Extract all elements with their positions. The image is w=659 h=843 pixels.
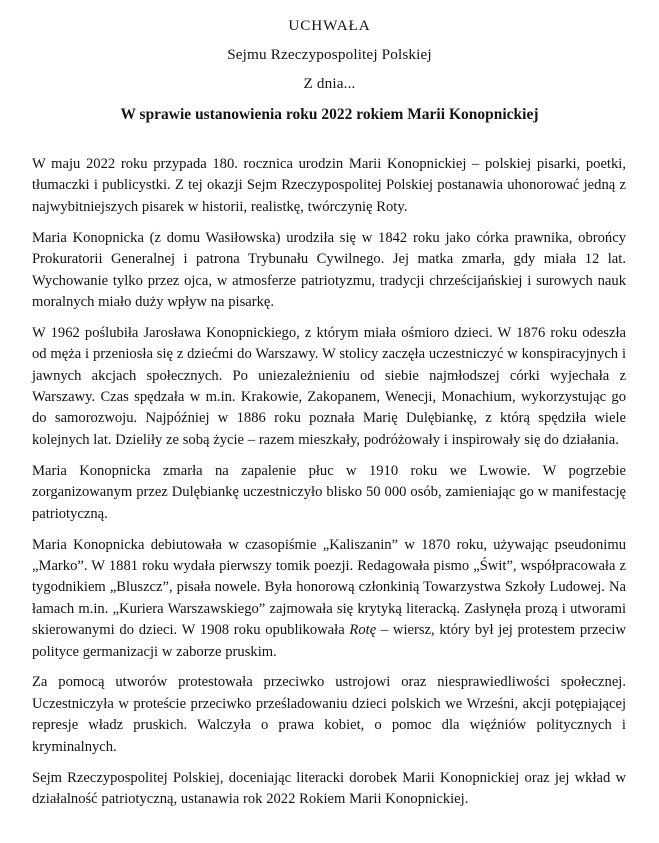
document-subject-heading: W sprawie ustanowienia roku 2022 rokiem Marii Konopnickiej [120,106,539,123]
document-body [0,154,659,810]
header-subtitle-sejm: Sejmu Rzeczypospolitej Polskiej [227,46,432,63]
header-date-line: Z dnia... [303,75,356,92]
paragraph-3: W 1962 poślubiła Jarosława Konopnickiego, z którym miała ośmioro dzieci. W 1876 roku odeszła od męża i przeniosła się z dziećmi do Warszawy. W stolicy zaczęła uczestniczyć w konspiracyjnych i jawnych akcjach społecznych. Po uniezależnieniu od siebie najmłodszej córki wyjechała z Warszawy. Czas spędzała w m.in. Krakowie, Zakopanem, Wenecji, Monachium, wykorzystując go do samorozwoju. Najpóźniej w 1886 roku poznała Marię Dulębiankę, z którą spędziła wiele kolejnych lat. Dzieliły ze sobą życie – razem mieszkały, podróżowały i inspirowały się do działania. [32,324,626,448]
paragraph-5-debut [32,535,626,663]
paragraph-2: Maria Konopnicka (z domu Wasiłowska) urodziła się w 1842 roku jako córka prawnika, obrońcy Prokuratorii Generalnej i patrona Trybunału Cywilnego. Jej matka zmarła, gdy miała 12 lat. Wychowanie tylko przez ojca, w atmosferze patriotyzmu, tradycji chrześcijańskiej i surowych nauk moralnych miało duży wpływ na pisarkę. [32,229,626,310]
paragraph-1: W maju 2022 roku przypada 180. rocznica urodzin Marii Konopnickiej – polskiej pisarki, poetki, tłumaczki i publicystki. Z tej okazji Sejm Rzeczypospolitej Polskiej postanawia uhonorować jedną z najwybitniejszych pisarek w historii, realistkę, twórczynię Roty. [32,156,626,215]
poem-title-rota: Rotę [349,622,377,639]
paragraph-5-part2: – wiersz, który był jej protestem przeciw polityce germanizacji w zaborze pruskim. [32,622,627,660]
paragraph-6: Za pomocą utworów protestowała przeciwko ustrojowi oraz niesprawiedliwości społecznej. Uczestniczyła w proteście przeciwko prześladowaniu dzieci polskich we Wrześni, akcji potępiającej represje władz pruskich. Walczyła o prawa kobiet, o pomoc dla więźniów politycznych i kryminalnych. [32,674,626,755]
document-header [0,0,659,126]
paragraph-7: Sejm Rzeczypospolitej Polskiej, doceniając literacki dorobek Marii Konopnickiej oraz jej wkład w działalność patriotyczną, ustanawia rok 2022 Rokiem Marii Konopnickiej. [32,769,626,807]
header-title-uchwala: UCHWAŁA [288,17,371,34]
paragraph-5-part1: Maria Konopnicka debiutowała w czasopiśmie „Kaliszanin” w 1870 roku, używając pseudonimu „Marko”. W 1881 roku wydała pierwszy tomik poezji. Redagowała pismo „Świt”, współpracowała z tygodnikiem „Bluszcz”, pisała nowele. Była honorową członkinią Towarzystwa Szkoły Ludowej. Na łamach m.in. „Kuriera Warszawskiego” zajmowała się krytyką literacką. Zasłynęła prozą i utworami skierowanymi do dzieci. W 1908 roku opublikowała [32,536,626,639]
paragraph-4: Maria Konopnicka zmarła na zapalenie płuc w 1910 roku we Lwowie. W pogrzebie zorganizowanym przez Dulębiankę uczestniczyło blisko 50 000 osób, zamieniając go w manifestację patriotyczną. [32,462,626,522]
